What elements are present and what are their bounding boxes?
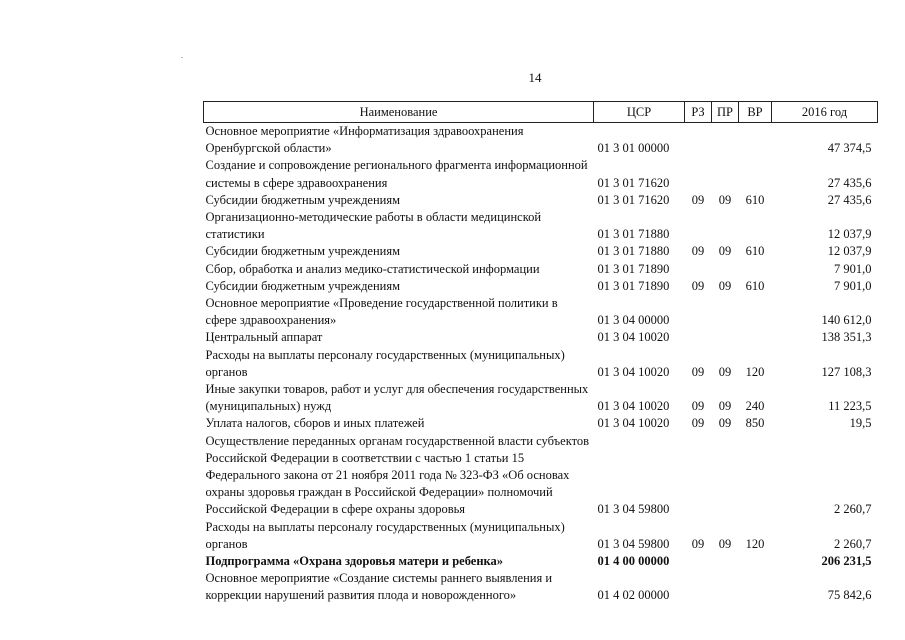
- row-pr-cell: [712, 553, 739, 570]
- table-header-row: [204, 102, 878, 123]
- row-pr-cell: [712, 157, 739, 191]
- row-name-cell: Уплата налогов, сборов и иных платежей: [205, 416, 425, 431]
- table-row: [204, 347, 878, 381]
- row-rz-cell: [685, 329, 712, 346]
- row-vr-cell: [739, 553, 772, 570]
- row-sum-cell: 7 901,0: [834, 278, 872, 293]
- row-sum-cell: 2 260,7: [834, 502, 872, 517]
- table-row: [204, 519, 878, 553]
- row-csr-cell: 01 3 01 71890: [597, 261, 670, 276]
- row-vr-cell: 850: [745, 416, 765, 431]
- row-pr-cell: [712, 123, 739, 158]
- row-vr-cell: [739, 433, 772, 519]
- row-pr-cell: 09: [718, 244, 732, 259]
- header-csr: ЦСР: [594, 102, 685, 123]
- row-name-cell: Субсидии бюджетным учреждениям: [205, 278, 401, 293]
- row-vr-cell: 610: [745, 278, 765, 293]
- row-vr-cell: [739, 157, 772, 191]
- row-rz-cell: [685, 261, 712, 278]
- row-sum-cell: 12 037,9: [827, 244, 872, 259]
- table-row: [204, 295, 878, 329]
- table-row: [204, 123, 878, 158]
- row-pr-cell: [712, 329, 739, 346]
- table-row: [204, 381, 878, 415]
- row-rz-cell: [685, 123, 712, 158]
- table-row: [204, 329, 878, 346]
- header-name: Наименование: [204, 102, 594, 123]
- row-csr-cell: 01 3 01 71880: [597, 227, 670, 242]
- row-name-cell: Организационно-методические работы в области медицинской статистики: [205, 210, 542, 242]
- page-number: 14: [528, 70, 542, 85]
- row-sum-cell: 7 901,0: [834, 261, 872, 276]
- table-row: [204, 570, 878, 604]
- table-row: [204, 278, 878, 295]
- table-row: [204, 261, 878, 278]
- row-pr-cell: 09: [718, 416, 732, 431]
- row-vr-cell: 120: [745, 536, 765, 551]
- table-row: [204, 553, 878, 570]
- row-sum-cell: 206 231,5: [821, 554, 872, 569]
- row-vr-cell: 610: [745, 192, 765, 207]
- header-pr: ПР: [712, 102, 739, 123]
- row-rz-cell: 09: [691, 416, 705, 431]
- row-name-cell: Субсидии бюджетным учреждениям: [205, 244, 401, 259]
- row-sum-cell: 27 435,6: [827, 175, 872, 190]
- row-rz-cell: [685, 209, 712, 243]
- row-pr-cell: [712, 433, 739, 519]
- table-row: [204, 433, 878, 519]
- header-rz: РЗ: [685, 102, 712, 123]
- row-csr-cell: 01 3 04 10020: [597, 364, 670, 379]
- row-name-cell: Создание и сопровождение регионального фрагмента информационной системы в сфере здравоохранения: [205, 158, 588, 190]
- row-vr-cell: [739, 261, 772, 278]
- row-rz-cell: 09: [691, 364, 705, 379]
- row-csr-cell: 01 3 01 71620: [597, 175, 670, 190]
- row-csr-cell: 01 3 04 59800: [597, 536, 670, 551]
- row-name-cell: Расходы на выплаты персоналу государственных (муниципальных) органов: [205, 347, 565, 379]
- row-sum-cell: 75 842,6: [827, 588, 872, 603]
- row-name-cell: Основное мероприятие «Информатизация здравоохранения Оренбургской области»: [205, 124, 524, 156]
- row-name-cell: Основное мероприятие «Проведение государственной политики в сфере здравоохранения»: [205, 296, 558, 328]
- row-pr-cell: 09: [718, 399, 732, 414]
- row-vr-cell: [739, 295, 772, 329]
- row-csr-cell: 01 3 01 71890: [597, 278, 670, 293]
- row-name-cell: Субсидии бюджетным учреждениям: [205, 192, 401, 207]
- row-pr-cell: 09: [718, 278, 732, 293]
- row-rz-cell: 09: [691, 278, 705, 293]
- row-csr-cell: 01 3 04 10020: [597, 399, 670, 414]
- header-vr: ВР: [739, 102, 772, 123]
- row-sum-cell: 47 374,5: [827, 141, 872, 156]
- row-vr-cell: 120: [745, 364, 765, 379]
- table-row: [204, 209, 878, 243]
- row-rz-cell: [685, 157, 712, 191]
- row-csr-cell: 01 3 01 00000: [597, 141, 670, 156]
- row-rz-cell: [685, 295, 712, 329]
- row-vr-cell: 610: [745, 244, 765, 259]
- row-pr-cell: 09: [718, 192, 732, 207]
- row-name-cell: Центральный аппарат: [205, 330, 323, 345]
- table-body: [204, 123, 878, 605]
- row-csr-cell: 01 3 01 71880: [597, 244, 670, 259]
- row-csr-cell: 01 3 01 71620: [597, 192, 670, 207]
- row-vr-cell: [739, 570, 772, 604]
- row-rz-cell: [685, 570, 712, 604]
- row-sum-cell: 2 260,7: [834, 536, 872, 551]
- row-name-cell: Расходы на выплаты персоналу государственных (муниципальных) органов: [205, 519, 565, 551]
- row-rz-cell: 09: [691, 192, 705, 207]
- row-sum-cell: 12 037,9: [827, 227, 872, 242]
- row-name-cell: Осуществление переданных органам государственной власти субъектов Российской Федерации в соответствии с частью 1 статьи 15 Федерального закона от 21 ноября 2011 года № 323-ФЗ «Об основах охраны здоровья граждан в Российской Федерации» полномочий Российской Федерации в сфере охраны здоровья: [205, 433, 590, 517]
- row-vr-cell: 240: [745, 399, 765, 414]
- row-sum-cell: 19,5: [849, 416, 872, 431]
- row-csr-cell: 01 3 04 59800: [597, 502, 670, 517]
- row-vr-cell: [739, 209, 772, 243]
- row-pr-cell: [712, 570, 739, 604]
- header-year: 2016 год: [772, 102, 878, 123]
- row-vr-cell: [739, 329, 772, 346]
- row-sum-cell: 127 108,3: [821, 364, 872, 379]
- row-rz-cell: 09: [691, 399, 705, 414]
- table-row: [204, 157, 878, 191]
- row-name-cell: Сбор, обработка и анализ медико-статистической информации: [205, 261, 540, 276]
- row-csr-cell: 01 4 02 00000: [597, 588, 670, 603]
- row-csr-cell: 01 4 00 00000: [597, 554, 670, 569]
- row-name-cell: Иные закупки товаров, работ и услуг для обеспечения государственных (муниципальных) нужд: [205, 382, 589, 414]
- row-sum-cell: 138 351,3: [821, 330, 872, 345]
- table-row: [204, 415, 878, 432]
- row-pr-cell: 09: [718, 364, 732, 379]
- row-rz-cell: 09: [691, 536, 705, 551]
- table-row: [204, 192, 878, 209]
- row-pr-cell: 09: [718, 536, 732, 551]
- row-rz-cell: 09: [691, 244, 705, 259]
- row-pr-cell: [712, 295, 739, 329]
- row-name-cell: Подпрограмма «Охрана здоровья матери и ребенка»: [205, 554, 504, 569]
- row-sum-cell: 27 435,6: [827, 192, 872, 207]
- row-rz-cell: [685, 553, 712, 570]
- budget-table: [203, 101, 878, 605]
- row-name-cell: Основное мероприятие «Создание системы раннего выявления и коррекции нарушений развития плода и новорожденного»: [205, 571, 553, 603]
- row-csr-cell: 01 3 04 00000: [597, 313, 670, 328]
- row-sum-cell: 140 612,0: [821, 313, 872, 328]
- row-pr-cell: [712, 261, 739, 278]
- table-row: [204, 243, 878, 260]
- row-sum-cell: 11 223,5: [828, 399, 872, 414]
- row-vr-cell: [739, 123, 772, 158]
- row-csr-cell: 01 3 04 10020: [597, 416, 670, 431]
- row-csr-cell: 01 3 04 10020: [597, 330, 670, 345]
- row-pr-cell: [712, 209, 739, 243]
- scan-margin-mark: [181, 57, 183, 58]
- row-rz-cell: [685, 433, 712, 519]
